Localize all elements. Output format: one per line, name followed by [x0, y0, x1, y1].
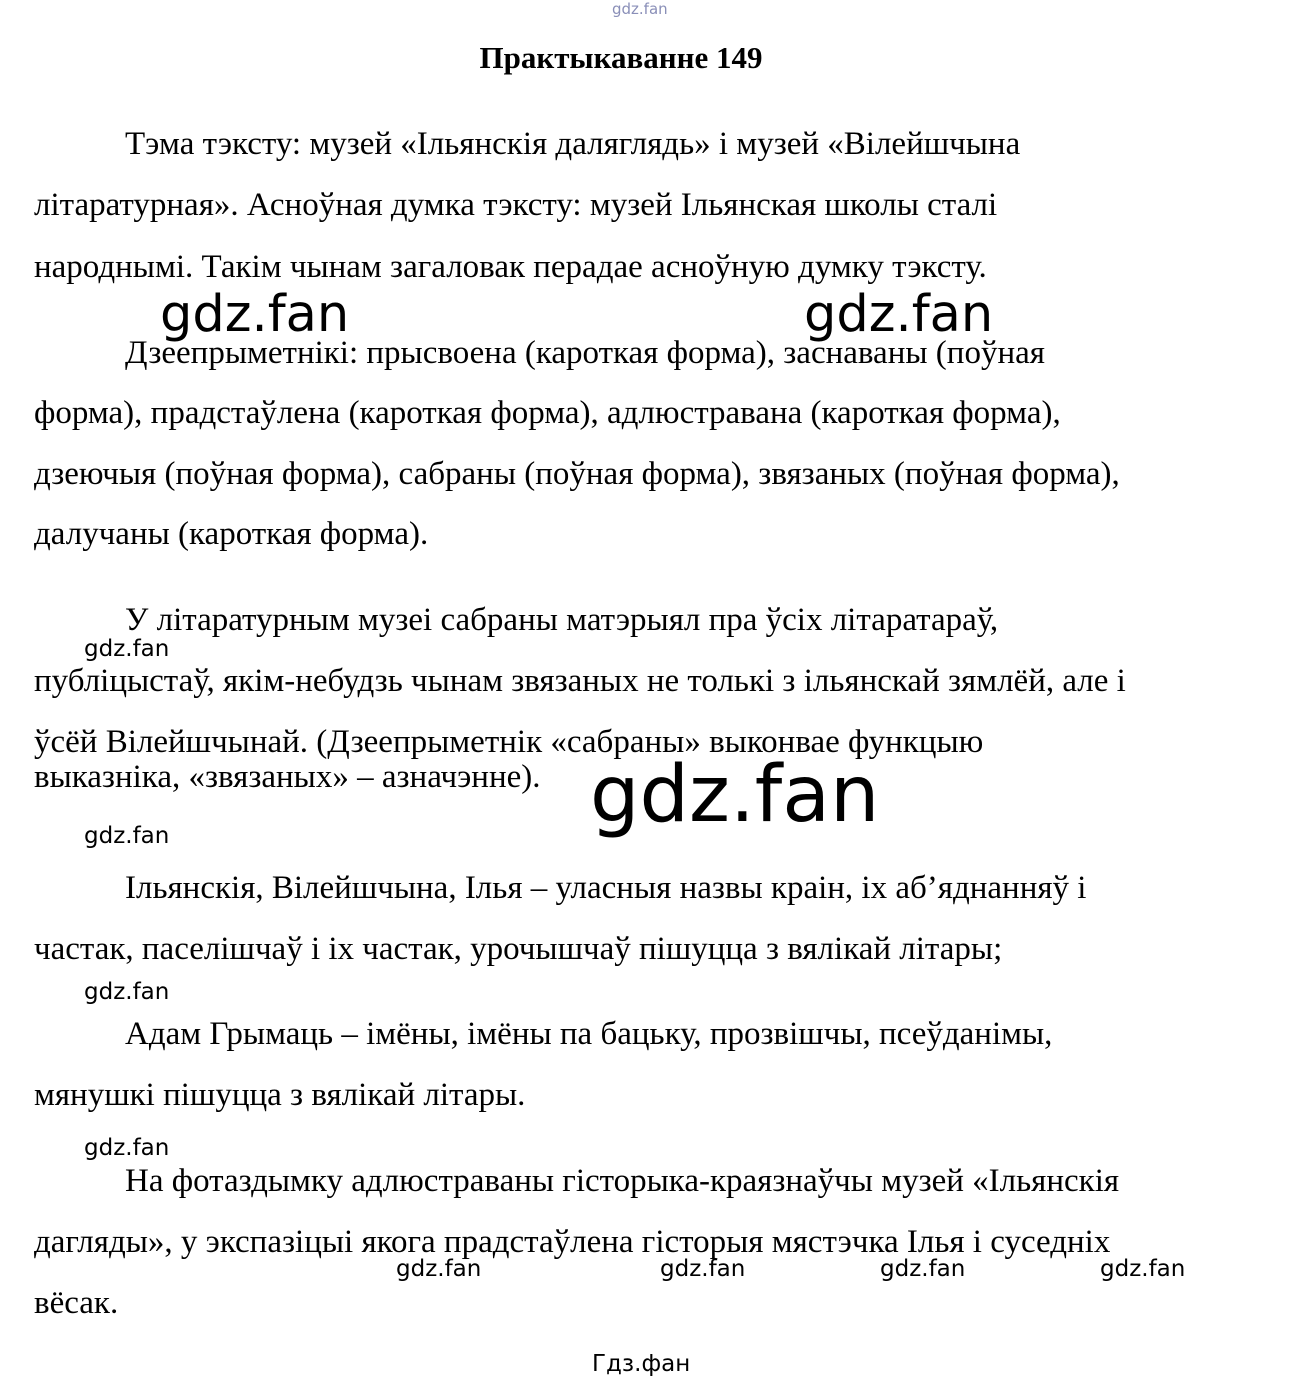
text-line: вёсак.: [34, 1285, 119, 1321]
text-line: Дзеепрыметнікі: прысвоена (кароткая форма), заснаваны (поўная: [125, 335, 1045, 371]
watermark: gdz.fan: [804, 285, 994, 344]
watermark: gdz.fan: [590, 750, 880, 840]
watermark: gdz.fan: [396, 1256, 482, 1282]
text-line: Тэма тэксту: музей «Ільянскія даляглядь» і музей «Вілейшчына: [125, 126, 1021, 162]
watermark: gdz.fan: [660, 1256, 746, 1282]
text-line: далучаны (кароткая форма).: [34, 516, 429, 552]
watermark: gdz.fan: [1100, 1256, 1186, 1282]
watermark: gdz.fan: [880, 1256, 966, 1282]
watermark: gdz.fan: [84, 823, 170, 849]
watermark: gdz.fan: [160, 285, 350, 344]
text-line: мянушкі пішуцца з вялікай літары.: [34, 1077, 526, 1113]
text-line: форма), прадстаўлена (кароткая форма), адлюстравана (кароткая форма),: [34, 395, 1061, 431]
text-line: Ільянскія, Вілейшчына, Ілья – уласныя назвы краін, іх аб’яднанняў і: [125, 870, 1087, 906]
text-line: выказніка, «звязаных» – азначэнне).: [34, 759, 541, 795]
text-line: дагляды», у экспазіцыі якога прадстаўлена гісторыя мястэчка Ілья і суседніх: [34, 1224, 1111, 1260]
text-line: На фотаздымку адлюстраваны гісторыка-краязнаўчы музей «Ільянскія: [125, 1163, 1120, 1199]
watermark-footer: Гдз.фан: [592, 1351, 691, 1377]
text-line: У літаратурным музеі сабраны матэрыял пра ўсіх літаратараў,: [125, 602, 999, 638]
text-line: частак, паселішчаў і іх частак, урочышчаў пішуцца з вялікай літары;: [34, 931, 1003, 967]
watermark-top: gdz.fan: [612, 0, 668, 18]
text-line: дзеючыя (поўная форма), сабраны (поўная форма), звязаных (поўная форма),: [34, 456, 1120, 492]
text-line: публіцыстаў, якім-небудзь чынам звязаных не толькі з ільянскай зямлёй, але і: [34, 663, 1126, 699]
watermark: gdz.fan: [84, 1135, 170, 1161]
page-title: Практыкаванне 149: [479, 40, 763, 75]
text-line: літаратурная». Асноўная думка тэксту: музей Ільянская школы сталі: [34, 187, 998, 223]
watermark: gdz.fan: [84, 979, 170, 1005]
text-line: народнымі. Такім чынам загаловак перадае асноўную думку тэксту.: [34, 249, 987, 285]
text-line: ўсёй Вілейшчынай. (Дзеепрыметнік «сабраны» выконвае функцыю: [34, 724, 984, 760]
text-line: Адам Грымаць – імёны, імёны па бацьку, прозвішчы, псеўданімы,: [125, 1016, 1053, 1052]
watermark: gdz.fan: [84, 636, 170, 662]
